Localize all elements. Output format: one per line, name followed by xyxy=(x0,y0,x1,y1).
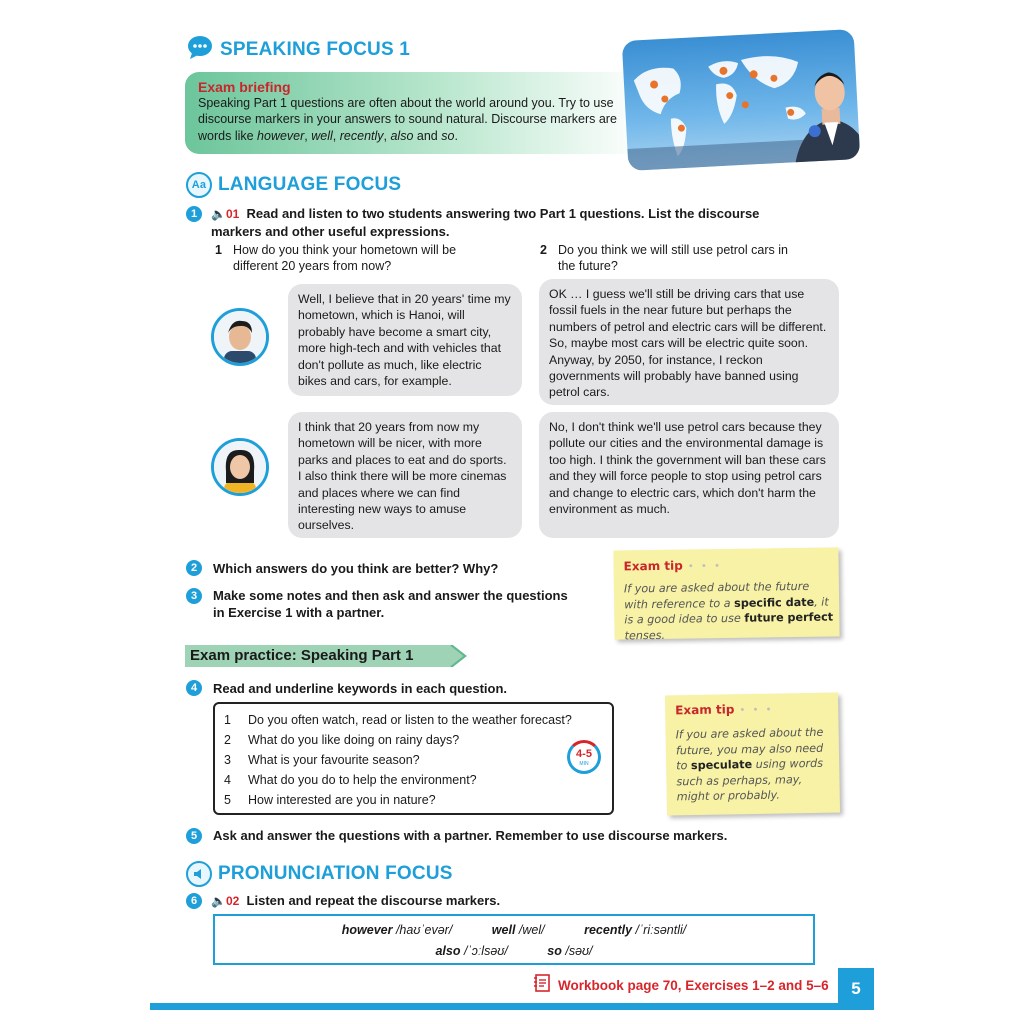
female-student-avatar xyxy=(211,438,269,496)
list-item: 3 What is your favourite season? xyxy=(224,753,420,767)
notebook-icon xyxy=(533,973,553,998)
exam-practice-banner xyxy=(185,645,465,667)
weather-presenter-image xyxy=(622,29,860,171)
discourse-markers-box xyxy=(213,914,815,965)
list-item: 5 How interested are you in nature? xyxy=(224,793,436,807)
exercise-5-instruction: Ask and answer the questions with a partner. Remember to use discourse markers. xyxy=(213,828,728,843)
pronunciation-focus-heading xyxy=(186,861,453,887)
speech-bubble: Well, I believe that in 20 years' time my hometown, which is Hanoi, will probably have become a smart city, more high-tech and with vehicles that don't pollute as much, like electric bikes and cars, for example. xyxy=(288,284,522,396)
exam-tip-note: Exam tip • • • If you are asked about the future with reference to a specific date, it is a good idea to use future perfect tenses. xyxy=(613,547,839,639)
audio-track[interactable]: 🔈01 xyxy=(211,207,240,221)
timer-icon: 4-5 MIN xyxy=(567,740,601,774)
exercise-number: 3 xyxy=(186,588,202,604)
language-aa-icon: Aa xyxy=(186,172,212,198)
speaking-focus-heading xyxy=(186,34,410,66)
exercise-3-instruction: Make some notes and then ask and answer the questions in Exercise 1 with a partner. xyxy=(213,588,568,620)
exercise-4-instruction: Read and underline keywords in each question. xyxy=(213,681,508,696)
list-item: 1 Do you often watch, read or listen to the weather forecast? xyxy=(224,713,572,727)
exercise-number: 1 xyxy=(186,206,202,222)
list-item: 2 What do you like doing on rainy days? xyxy=(224,733,460,747)
speaker-icon: 🔈 xyxy=(211,207,226,221)
exercise-number: 2 xyxy=(186,560,202,576)
exam-tip-title: Exam tip xyxy=(675,702,735,718)
question-2: 2 Do you think we will still use petrol cars in the future? xyxy=(540,243,788,273)
workbook-reference xyxy=(533,973,829,998)
question-list xyxy=(224,710,572,810)
section-title: SPEAKING FOCUS 1 xyxy=(220,39,411,60)
exam-tip-text: If you are asked about the future with reference to a specific date, it is a good idea to use future perfect tenses. xyxy=(623,579,834,642)
exercise-1-instruction: 🔈01 Read and listen to two students answering two Part 1 questions. List the discourse markers and other useful expressions. xyxy=(211,206,760,239)
speech-bubble-icon xyxy=(186,34,214,66)
exam-tip-note: Exam tip • • • If you are asked about the future, you may also need to speculate using words such as perhaps, may, might or probably. xyxy=(665,692,840,815)
list-item: 4 What do you do to help the environment? xyxy=(224,773,477,787)
exam-tip-title: Exam tip xyxy=(623,558,683,574)
markers-row-1: however /haʊˈevər/ well /wel/ recently /ˈriːsəntli/ xyxy=(341,923,687,937)
exercise-number: 4 xyxy=(186,680,202,696)
exam-briefing-text: Speaking Part 1 questions are often about the world around you. Try to use discourse markers in your answers to sound natural. Discourse markers are words like however, well, recently, also and so. xyxy=(198,96,617,143)
exam-tip-text: If you are asked about the future, you may also need to speculate using words such as perhaps, may, might or probably. xyxy=(675,725,824,804)
questions-box xyxy=(213,702,614,815)
exercise-number: 5 xyxy=(186,828,202,844)
exam-briefing-content xyxy=(198,79,628,144)
section-title: LANGUAGE FOCUS xyxy=(218,174,402,195)
pronunciation-icon xyxy=(186,861,212,887)
footer-bar xyxy=(150,1003,874,1010)
markers-row-2: also /ˈɔːlsəʊ/ so /səʊ/ xyxy=(435,944,593,958)
language-focus-heading xyxy=(186,172,401,198)
speech-bubble: No, I don't think we'll use petrol cars because they pollute our cities and the environmental damage is too high. I think the government will ban these cars and they will force people to stop using petrol cars and change to electric cars, which don't harm the environment as much. xyxy=(539,412,839,538)
exercise-6-instruction: 🔈02 Listen and repeat the discourse markers. xyxy=(211,893,501,908)
section-title: PRONUNCIATION FOCUS xyxy=(218,863,453,884)
workbook-text: Workbook page 70, Exercises 1–2 and 5–6 xyxy=(558,978,829,993)
exam-briefing-title: Exam briefing xyxy=(198,79,291,95)
page-number: 5 xyxy=(838,968,874,1010)
exercise-2-instruction: Which answers do you think are better? Why? xyxy=(213,561,499,576)
speaker-icon: 🔈 xyxy=(211,894,226,908)
audio-track[interactable]: 🔈02 xyxy=(211,894,240,908)
speech-bubble: I think that 20 years from now my hometown will be nicer, with more parks and places to eat and do sports. I also think there will be more cinemas and places where we can find interesting new ways to amuse ourselves. xyxy=(288,412,522,538)
question-1: 1 How do you think your hometown will be different 20 years from now? xyxy=(215,243,457,273)
male-student-avatar xyxy=(211,308,269,366)
exercise-number: 6 xyxy=(186,893,202,909)
exam-practice-title: Exam practice: Speaking Part 1 xyxy=(190,647,414,664)
speech-bubble: OK … I guess we'll still be driving cars that use fossil fuels in the near future but perhaps the numbers of petrol and electric cars will be different. So, maybe most cars will be electric quite soon. Anyway, by 2050, for instance, I reckon governments will probably have banned using petrol cars. xyxy=(539,279,839,405)
